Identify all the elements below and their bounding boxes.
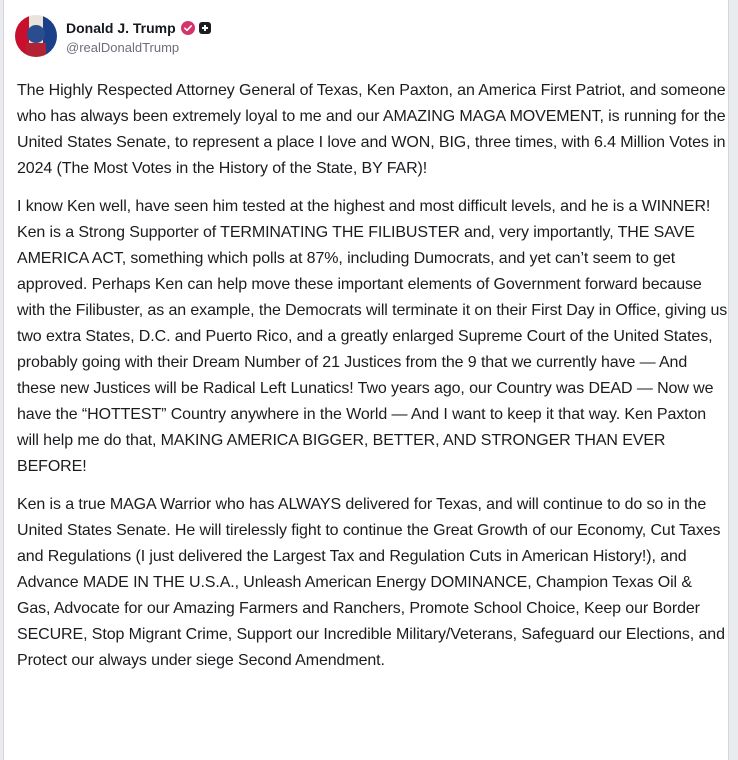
post-paragraph: I know Ken well, have seen him tested at the highest and most difficult levels, and he is a WINNER! Ken is a Strong Supporter of TERMINATING THE FILIBUSTER and, very importantly, THE SAVE AMERICA ACT, something which polls at 87%, including Dumocrats, and yet can’t seem to get approved. Perhaps Ken can help move these important elements of Government forward because with the Filibuster, as an example, the Democrats will terminate it on their First Day in Office, giving us two extra States, D.C. and Puerto Rico, and a greatly enlarged Supreme Court of the United States, probably going with their Dream Number of 21 Justices from the 9 that we currently have — And these new Justices will be Radical Left Lunatics! Two years ago, our Country was DEAD — Now we have the “HOTTEST” Country anywhere in the World — And I want to keep it that way. Ken Paxton will help me do that, MAKING AMERICA BIGGER, BETTER, AND STRONGER THAN EVER BEFORE! — [17, 198, 728, 475]
post-paragraph: Ken is a true MAGA Warrior who has ALWAYS delivered for Texas, and will continue to do so in the United States Senate. He will tirelessly fight to continue the Great Growth of our Economy, Cut Taxes and Regulations (I just delivered the Largest Tax and Regulation Cuts in American History!), and Advance MADE IN THE U.S.A., Unleash American Energy DOMINANCE, Champion Texas Oil & Gas, Advocate for our Amazing Farmers and Ranchers, Promote School Choice, Keep our Border SECURE, Stop Migrant Crime, Support our Incredible Military/Veterans, Safeguard our Elections, and Protect our always under siege Second Amendment. — [17, 496, 725, 669]
post-paragraph: The Highly Respected Attorney General of Texas, Ken Paxton, an America First Patriot, and someone who has always been extremely loyal to me and our AMAZING MAGA MOVEMENT, is running for the United States Senate, to represent a place I love and WON, BIG, three times, with 6.4 Million Votes in 2024 (The Most Votes in the History of the State, BY FAR)! — [17, 82, 726, 177]
verified-badge-icon — [181, 21, 195, 35]
avatar[interactable] — [15, 15, 57, 57]
post-body — [17, 78, 729, 686]
avatar-image — [15, 15, 57, 57]
post-card — [3, 0, 729, 760]
author-name[interactable]: Donald J. Trump — [66, 20, 176, 36]
plus-icon[interactable] — [199, 22, 211, 34]
author-handle[interactable]: @realDonaldTrump — [66, 40, 180, 55]
